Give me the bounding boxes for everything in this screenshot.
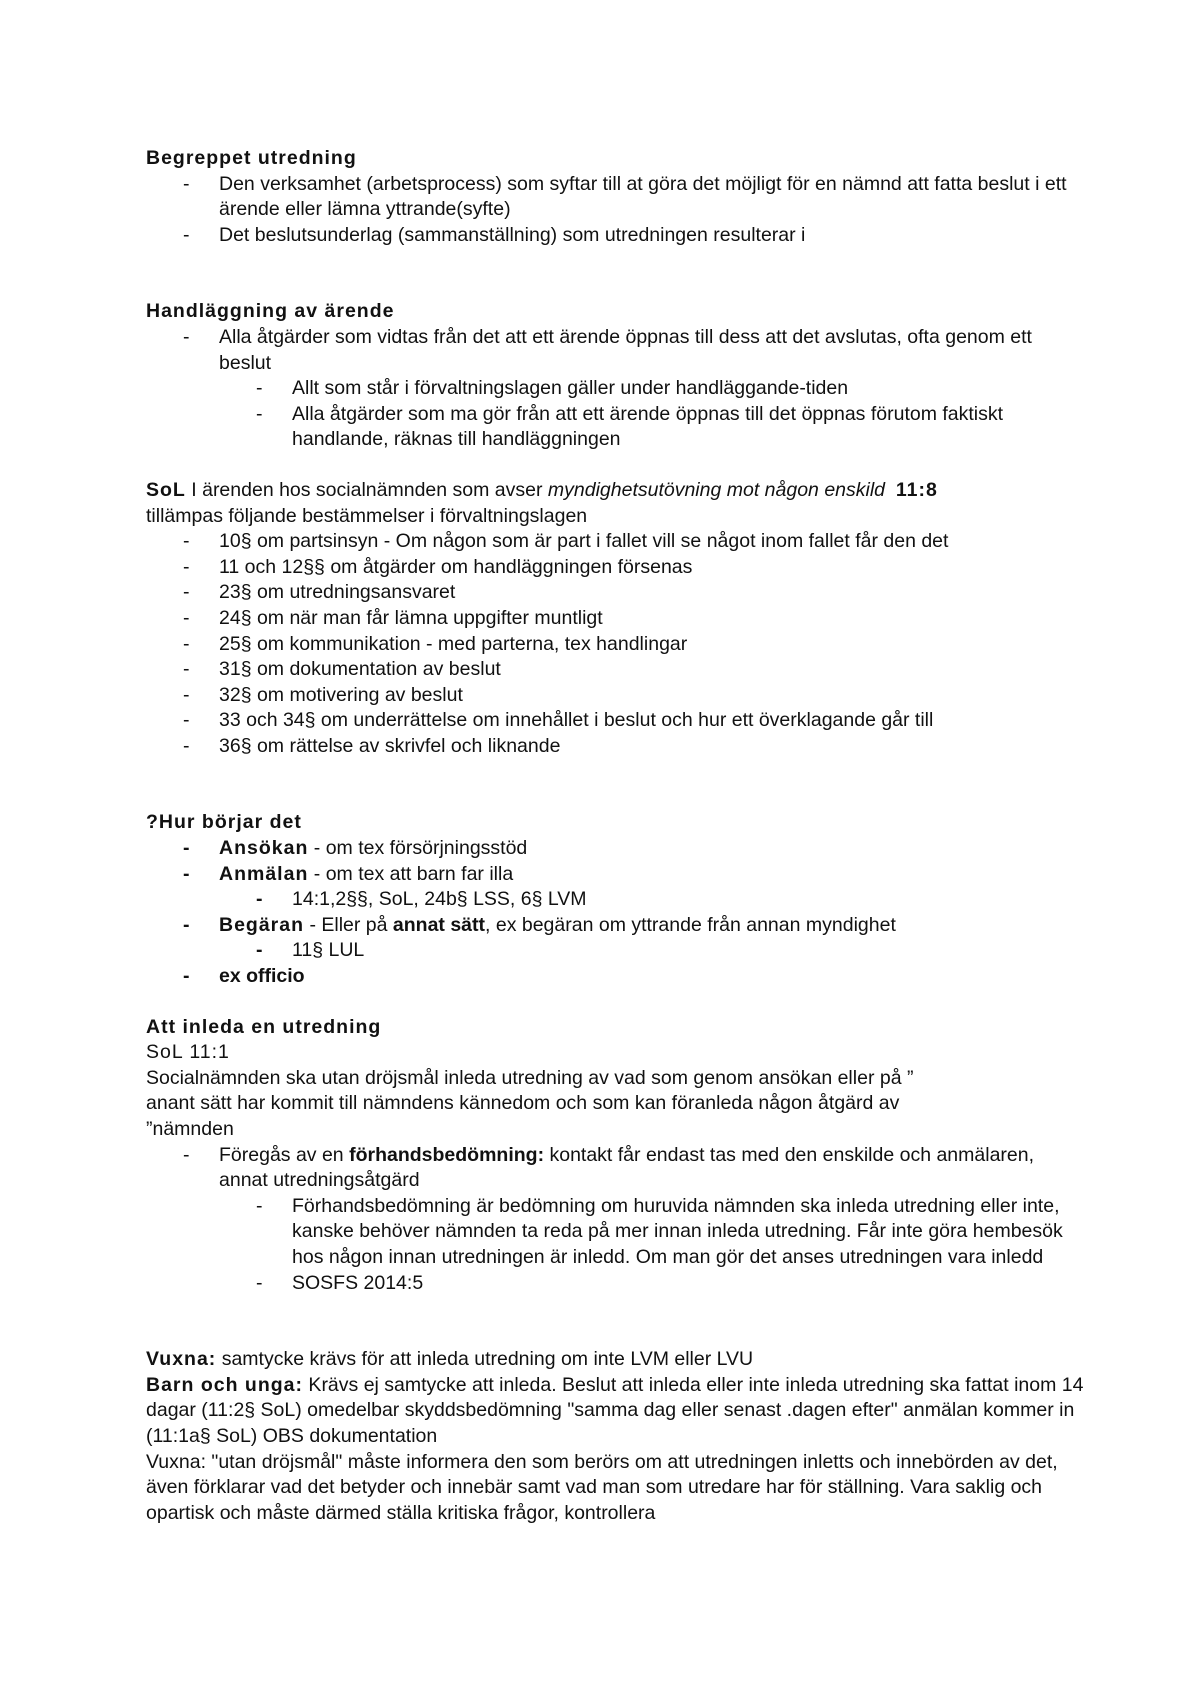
barn-label: Barn och unga: bbox=[146, 1373, 304, 1396]
list-item-text-end: kontakt får endast tas med den enskilde och anmälaren, annat utredningsåtgärd bbox=[219, 1143, 1035, 1192]
sub-list-item bbox=[146, 887, 1086, 913]
list-item-text: SOSFS 2014:5 bbox=[292, 1271, 424, 1294]
list-item-text: 32§ om motivering av beslut bbox=[219, 683, 463, 706]
sub-list-item bbox=[146, 1194, 1086, 1271]
bullet-dash: - bbox=[183, 581, 190, 604]
paragraph-line: ”nämnden bbox=[146, 1118, 234, 1140]
bullet-dash: - bbox=[183, 632, 190, 655]
list-item bbox=[146, 708, 1086, 734]
begaran-text-end: , ex begäran om yttrande från annan myndighet bbox=[485, 913, 896, 936]
list-item bbox=[146, 223, 1086, 249]
list-item-text: 10§ om partsinsyn - Om någon som är part i fallet vill se något inom fallet får den det bbox=[219, 530, 949, 553]
list-item-text: Det beslutsunderlag (sammanställning) som utredningen resulterar i bbox=[219, 223, 806, 246]
list-item-ansokan bbox=[146, 836, 1086, 862]
list-item-text: 33 och 34§ om underrättelse om innehållet i beslut och hur ett överklagande går till bbox=[219, 709, 934, 732]
heading-handlaggning: Handläggning av ärende bbox=[146, 300, 395, 323]
ex-officio-label: ex officio bbox=[219, 965, 305, 988]
bullet-dash: - bbox=[183, 913, 190, 936]
sol-text-continued: tillämpas följande bestämmelser i förvaltningslagen bbox=[146, 504, 588, 527]
list-item-text: Föregås av en bbox=[219, 1143, 350, 1166]
barn-och-unga-paragraph bbox=[146, 1373, 1086, 1450]
vuxna-text: samtycke krävs för att inleda utredning om inte LVM eller LVU bbox=[216, 1348, 754, 1371]
bullet-dash: - bbox=[183, 965, 190, 988]
bullet-dash: - bbox=[183, 223, 190, 246]
list-item-text: Den verksamhet (arbetsprocess) som syftar till at göra det möjligt för en nämnd att fatta beslut i ett ärende eller lämna yttrande(syfte) bbox=[219, 172, 1067, 221]
list-item-text: 31§ om dokumentation av beslut bbox=[219, 658, 501, 681]
vuxna-information-paragraph: Vuxna: "utan dröjsmål" måste informera den som berörs om att utredningen inletts och innebörden av det, även förklarar vad det betyder och innebär samt vad man som utredare har för ställning. Vara saklig och opartisk och måste därmed ställa kritiska frågor, kontrollera bbox=[146, 1450, 1058, 1524]
bullet-dash: - bbox=[256, 939, 263, 962]
bullet-dash: - bbox=[183, 862, 190, 885]
bullet-dash: - bbox=[256, 888, 263, 911]
vuxna-label: Vuxna: bbox=[146, 1348, 217, 1371]
heading-hur-borjar-det: ?Hur börjar det bbox=[146, 811, 302, 834]
begaran-annat-satt: annat sätt bbox=[392, 913, 486, 936]
list-item-text: Alla åtgärder som ma gör från att ett ärende öppnas till det öppnas förutom faktiskt handlande, räknas till handläggningen bbox=[292, 402, 1004, 451]
paragraph-line: Socialnämnden ska utan dröjsmål inleda utredning av vad som genom ansökan eller på ” bbox=[146, 1066, 914, 1089]
bullet-dash: - bbox=[183, 709, 190, 732]
bullet-dash: - bbox=[256, 402, 263, 425]
bullet-dash: - bbox=[183, 172, 190, 195]
bullet-dash: - bbox=[183, 606, 190, 629]
list-item bbox=[146, 606, 1086, 632]
begaran-label: Begäran bbox=[219, 913, 305, 936]
bullet-dash: - bbox=[256, 1271, 263, 1294]
list-item-text: Förhandsbedömning är bedömning om huruvida nämnden ska inleda utredning eller inte, kanske behöver nämnden ta reda på mer innan inleda utredning. Får inte göra hembesök hos någon innan utredningen är inledd. Om man gör det anses utredningen vara inledd bbox=[292, 1194, 1063, 1268]
sub-list-item bbox=[146, 938, 1086, 964]
bullet-dash: - bbox=[183, 325, 190, 348]
list-item-anmalan bbox=[146, 862, 1086, 888]
list-item-text: 24§ om när man får lämna uppgifter muntligt bbox=[219, 606, 603, 629]
list-item bbox=[146, 657, 1086, 683]
list-item-text: 11§ LUL bbox=[292, 939, 365, 962]
list-item-text: Allt som står i förvaltningslagen gäller under handläggande-tiden bbox=[292, 377, 849, 400]
list-item-text: 23§ om utredningsansvaret bbox=[219, 581, 456, 604]
bullet-dash: - bbox=[183, 683, 190, 706]
bullet-dash: - bbox=[183, 530, 190, 553]
sub-list-item bbox=[146, 402, 1086, 453]
bullet-dash: - bbox=[183, 555, 190, 578]
list-item-text: 11 och 12§§ om åtgärder om handläggningen försenas bbox=[219, 555, 693, 578]
sol-emphasis: myndighetsutövning mot någon enskild bbox=[547, 478, 886, 501]
sol-text: I ärenden hos socialnämnden som avser bbox=[185, 478, 548, 501]
list-item-text: Alla åtgärder som vidtas från det att ett ärende öppnas till dess att det avslutas, ofta genom ett beslut bbox=[219, 325, 1032, 374]
list-item bbox=[146, 734, 1086, 760]
list-item bbox=[146, 580, 1086, 606]
sol-ref: 11:8 bbox=[895, 478, 938, 501]
sub-list-item bbox=[146, 376, 1086, 402]
heading-begreppet-utredning: Begreppet utredning bbox=[146, 147, 357, 169]
paragraph-line: anant sätt har kommit till nämndens kännedom och som kan föranleda någon åtgärd av bbox=[146, 1092, 900, 1115]
list-item-begaran bbox=[146, 913, 1086, 939]
sub-list-item bbox=[146, 1271, 1086, 1297]
list-item bbox=[146, 683, 1086, 709]
begaran-text: - Eller på bbox=[304, 913, 393, 936]
bullet-dash: - bbox=[183, 734, 190, 757]
list-item bbox=[146, 555, 1086, 581]
anmalan-text: - om tex att barn far illa bbox=[308, 862, 514, 885]
list-item bbox=[146, 632, 1086, 658]
bullet-dash: - bbox=[183, 1143, 190, 1166]
sol-reference: SoL 11:1 bbox=[146, 1041, 230, 1064]
bullet-dash: - bbox=[183, 837, 190, 860]
bullet-dash: - bbox=[256, 1194, 263, 1217]
list-item-text: 36§ om rättelse av skrivfel och liknande bbox=[219, 734, 561, 757]
vuxna-paragraph bbox=[146, 1347, 1086, 1373]
list-item bbox=[146, 1143, 1086, 1194]
heading-att-inleda: Att inleda en utredning bbox=[146, 1015, 382, 1038]
list-item-text: 25§ om kommunikation - med parterna, tex handlingar bbox=[219, 632, 688, 655]
ansokan-label: Ansökan bbox=[219, 837, 309, 860]
list-item bbox=[146, 172, 1086, 223]
forhandsbedomning-label: förhandsbedömning: bbox=[349, 1143, 545, 1166]
ansokan-text: - om tex försörjningsstöd bbox=[308, 837, 528, 860]
list-item-text: 14:1,2§§, SoL, 24b§ LSS, 6§ LVM bbox=[292, 888, 587, 911]
barn-text: Krävs ej samtycke att inleda. Beslut att inleda eller inte inleda utredning ska fattat inom 14 dagar (11:2§ SoL) omedelbar skyddsbedömning "samma dag eller senast .dagen efter" anmälan kommer in (11:1a§ SoL) OBS dokumentation bbox=[146, 1373, 1084, 1447]
list-item bbox=[146, 325, 1086, 376]
list-item-ex-officio bbox=[146, 964, 1086, 990]
anmalan-label: Anmälan bbox=[219, 862, 309, 885]
document-body bbox=[146, 146, 1086, 1526]
sol-label: SoL bbox=[146, 478, 186, 501]
list-item bbox=[146, 529, 1086, 555]
bullet-dash: - bbox=[256, 377, 263, 400]
sol-intro-paragraph bbox=[146, 478, 1086, 529]
bullet-dash: - bbox=[183, 658, 190, 681]
